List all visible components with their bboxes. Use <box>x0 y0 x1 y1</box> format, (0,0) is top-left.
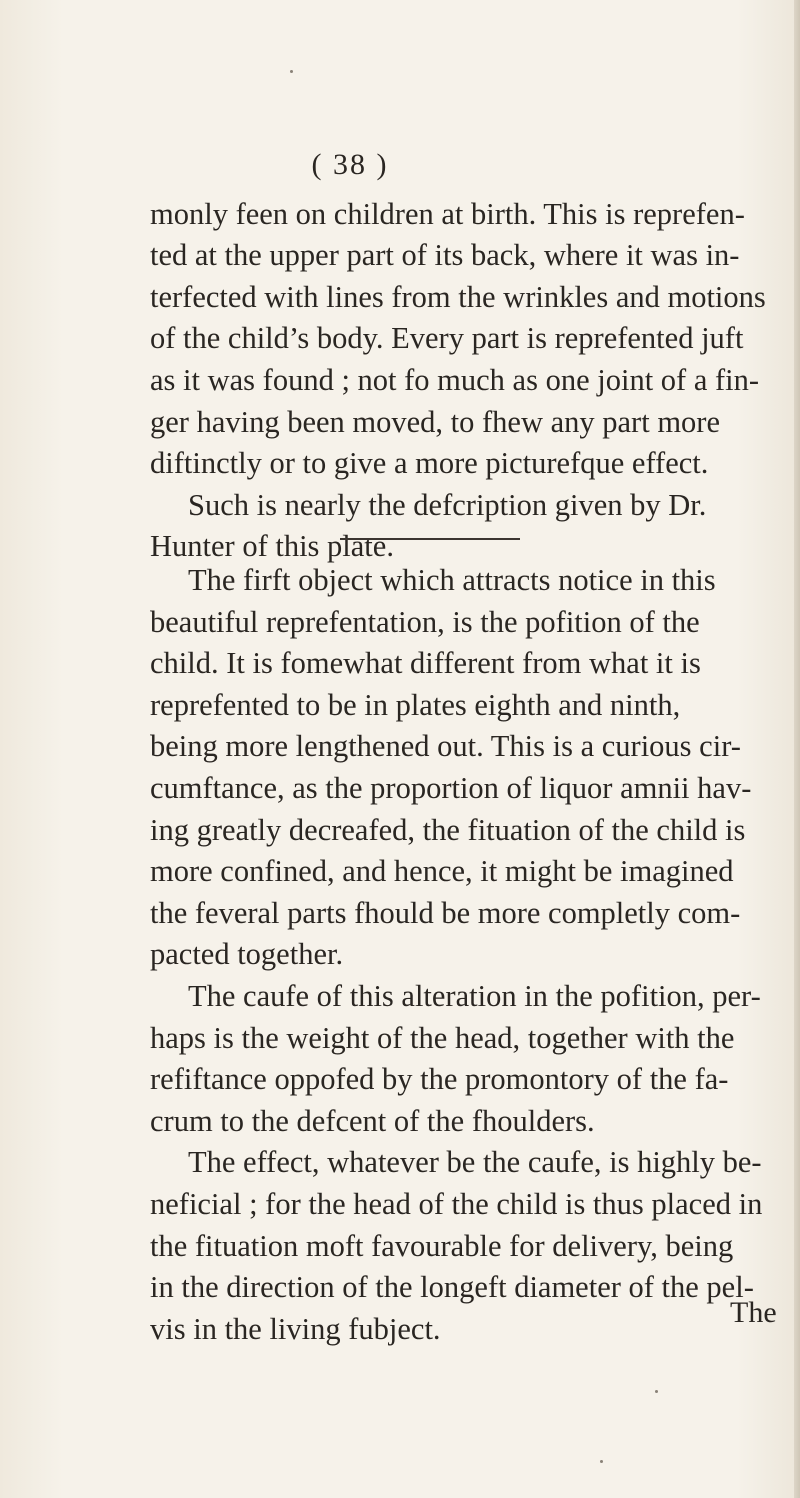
text-line: crum to the defcent of the fhoulders. <box>150 1103 595 1138</box>
page-edge <box>794 0 800 1498</box>
text-line: the feveral parts fhould be more completly com- <box>150 895 741 930</box>
section-divider <box>340 538 520 540</box>
text-line: Such is nearly the defcription given by Dr. <box>188 487 707 522</box>
text-line: diftinctly or to give a more picturefque effect. <box>150 446 709 481</box>
text-line: refiftance oppofed by the promontory of the fa- <box>150 1062 729 1097</box>
paragraph-2 <box>150 560 763 1350</box>
paper-speck <box>290 70 293 73</box>
text-line: beautiful reprefentation, is the pofition of the <box>150 604 700 639</box>
text-line: pacted together. <box>150 937 344 972</box>
text-line: child. It is fomewhat different from what it is <box>150 646 701 681</box>
text-line: Hunter of this plate. <box>150 529 394 564</box>
text-line: terfected with lines from the wrinkles and motions <box>150 279 766 314</box>
text-line: of the child’s body. Every part is reprefented juft <box>150 321 744 356</box>
paragraph-1 <box>150 152 766 568</box>
text-line: being more lengthened out. This is a curious cir- <box>150 729 741 764</box>
text-line: more confined, and hence, it might be imagined <box>150 854 734 889</box>
paper-speck <box>655 1390 658 1393</box>
text-line: The effect, whatever be the caufe, is highly be- <box>188 1145 762 1180</box>
text-line: monly feen on children at birth. This is reprefen- <box>150 196 745 231</box>
catchword: The <box>730 1296 777 1329</box>
paper-speck <box>600 1460 603 1463</box>
page-number-header: ( 38 ) <box>311 148 389 181</box>
text-line: cumftance, as the proportion of liquor amnii hav- <box>150 770 752 805</box>
text-line: neficial ; for the head of the child is thus placed in <box>150 1186 763 1221</box>
text-line: haps is the weight of the head, together with the <box>150 1020 735 1055</box>
text-line: ger having been moved, to fhew any part more <box>150 404 720 439</box>
text-line: The firft object which attracts notice in this <box>188 563 716 597</box>
text-line: in the direction of the longeft diameter of the pel- <box>150 1270 754 1305</box>
text-line: ing greatly decreafed, the fituation of the child is <box>150 812 746 847</box>
text-line: as it was found ; not fo much as one joint of a fin- <box>150 362 760 397</box>
text-line: ted at the upper part of its back, where it was in- <box>150 238 740 273</box>
text-line: reprefented to be in plates eighth and ninth, <box>150 687 681 722</box>
text-line: the fituation moft favourable for delivery, being <box>150 1228 734 1263</box>
text-line: The caufe of this alteration in the pofition, per- <box>188 978 761 1013</box>
text-line: vis in the living fubject. <box>150 1311 441 1346</box>
